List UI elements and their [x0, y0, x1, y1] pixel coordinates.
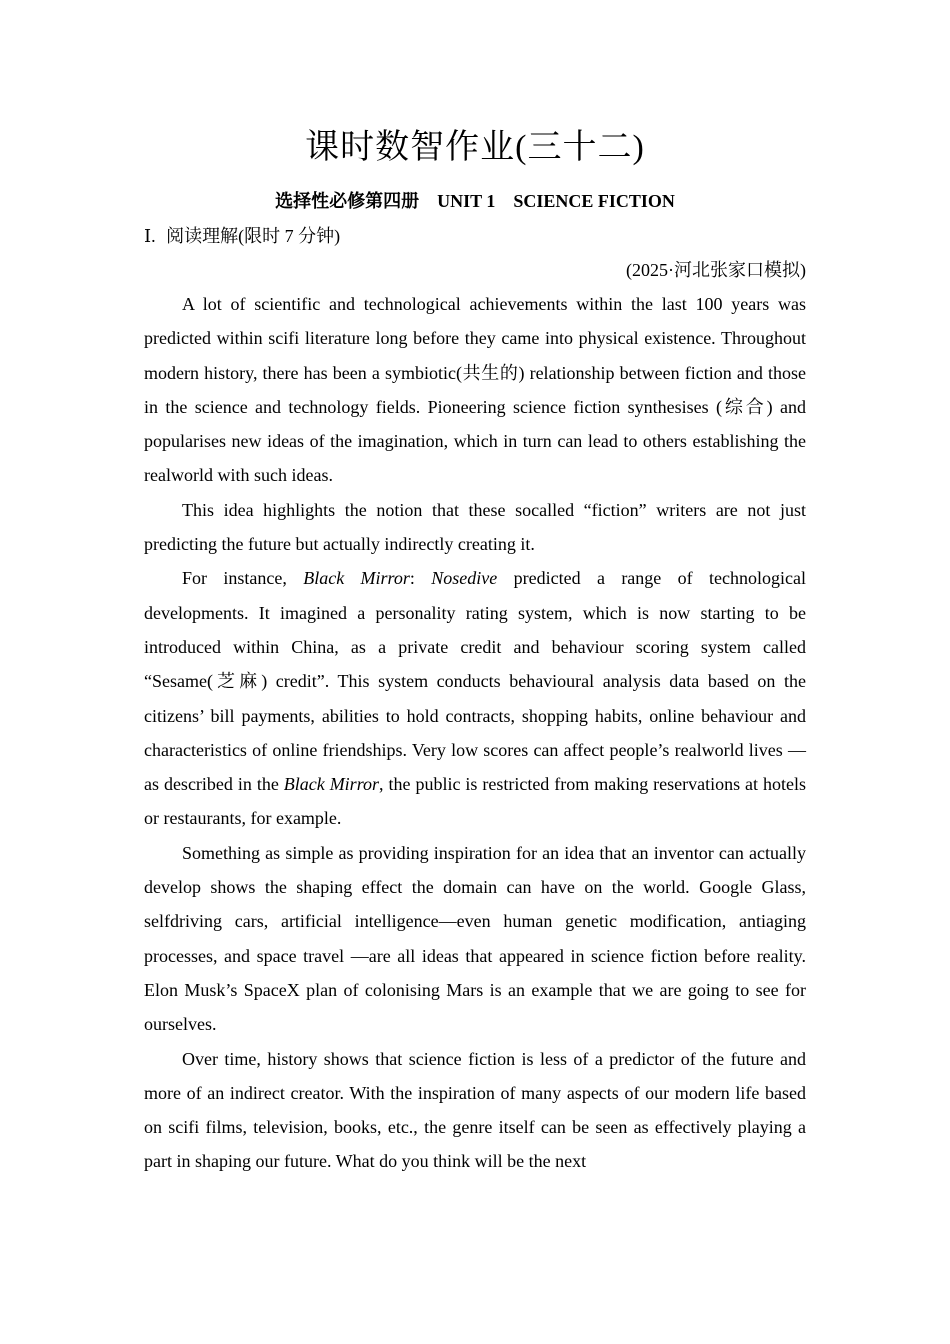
passage-paragraph-2: This idea highlights the notion that these socalled “fiction” writers are not just predicting the future but actually indirectly creating it.	[144, 499, 806, 555]
passage-paragraph-5: Over time, history shows that science fiction is less of a predictor of the future and more of an indirect creator. With the inspiration of many aspects of our modern life based on scifi films, television, books, etc., the genre itself can be seen as effectively playing a part in shaping our future. What do you think will be the next	[144, 1048, 806, 1172]
p3-title-nosedive: Nosedive	[431, 568, 498, 589]
page-subtitle: 选择性必修第四册 UNIT 1 SCIENCE FICTION	[275, 191, 675, 211]
page-title: 课时数智作业(三十二)	[305, 129, 645, 166]
p3-text-d: , the public is restricted from making reservations at hotels or restaurants, for example.	[144, 774, 807, 829]
p3-text-c: predicted a range of technological developments. It imagined a personality rating system, which is now starting to be introduced within China, as a private credit and behaviour scoring system called “Sesame(芝麻) credit”. This system conducts behavioural analysis data based on the citizens’ bill payments, abilities to hold contracts, shopping habits, online behaviour and characteristics of online friendships. Very low scores can affect people’s realworld lives — as described in the	[144, 568, 806, 795]
section-label: 阅读理解	[166, 226, 239, 246]
passage-paragraph-3	[144, 561, 806, 835]
p3-text-b: :	[409, 568, 432, 589]
passage-paragraph-1: A lot of scientific and technological achievements within the last 100 years was predicted within scifi literature long before they came into physical existence. Throughout modern history, there has been a symbiotic(共生的) relationship between fiction and those in the science and technology fields. Pioneering science fiction synthesises (综合) and popularises new ideas of the imagination, which in turn can lead to others establishing the realworld with such ideas.	[144, 294, 806, 486]
reading-passage	[144, 287, 806, 1179]
section-time-limit: (限时 7 分钟)	[238, 226, 341, 246]
p3-title-black-mirror: Black Mirror	[303, 568, 410, 589]
p3-text-a: For instance,	[182, 568, 304, 589]
p3-title-black-mirror-2: Black Mirror	[283, 774, 380, 795]
section-numeral: Ⅰ.	[144, 226, 156, 246]
passage-paragraph-4: Something as simple as providing inspiration for an idea that an inventor can actually develop shows the shaping effect the domain can have on the world. Google Glass, selfdriving cars, artificial intelligence—even human genetic modification, antiaging processes, and space travel —are all ideas that appeared in science fiction before reality. Elon Musk’s SpaceX plan of colonising Mars is an example that we are going to see for ourselves.	[144, 842, 806, 1035]
section-heading	[144, 224, 340, 248]
passage-source: (2025·河北张家口模拟)	[626, 260, 806, 280]
